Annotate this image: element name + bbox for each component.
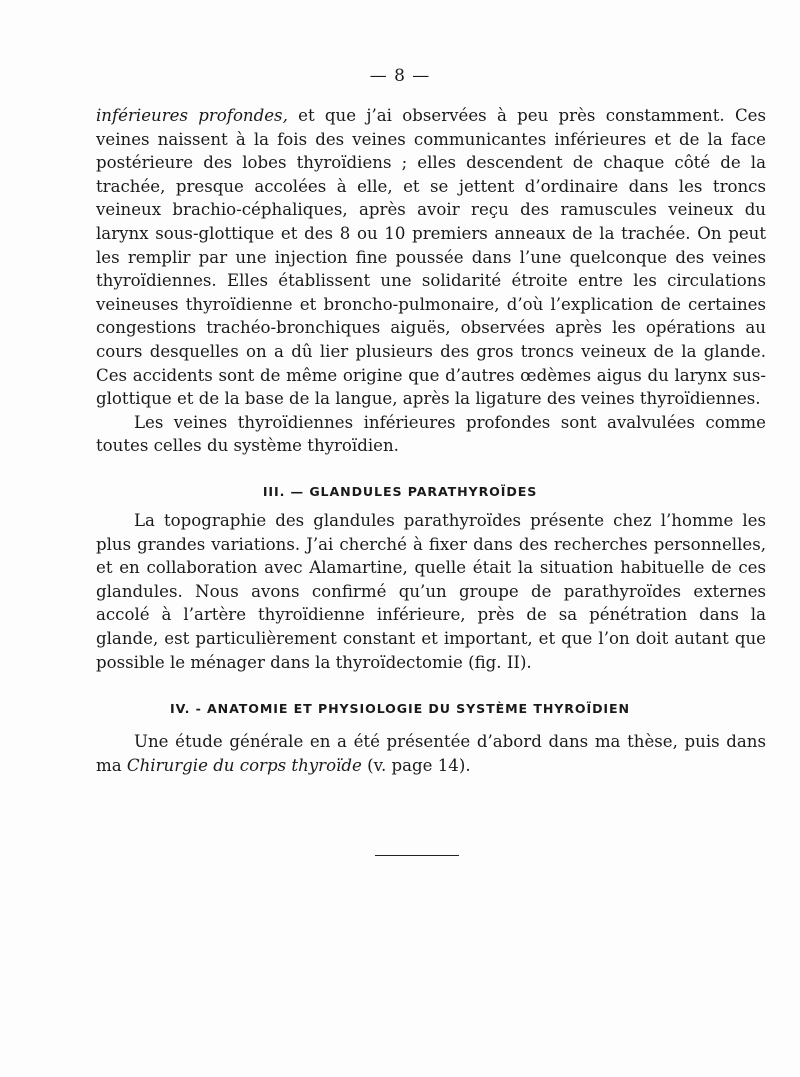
italic-lead-phrase: inférieures profondes,: [96, 106, 288, 125]
paragraph-veines-profondes: [96, 104, 766, 411]
section-heading-parathyroides: III. — GLANDULES PARATHYROÏDES: [262, 484, 538, 499]
paragraph-etude-generale: [96, 730, 766, 777]
section-ii-continuation: [96, 104, 766, 458]
paragraph-avalvulees: Les veines thyroïdiennes inférieures profondes sont avalvulées comme toutes celles du système thyroïdien.: [96, 412, 766, 456]
end-rule-divider: [375, 855, 459, 856]
section-iv-body: [96, 730, 766, 777]
section-iii-body: [96, 509, 766, 674]
section-heading-anatomie: IV. - ANATOMIE ET PHYSIOLOGIE DU SYSTÈME THYROÏDIEN: [170, 701, 630, 716]
paragraph-text: et que j’ai observées à peu près constamment. Ces veines naissent à la fois des veines communicantes inférieures et de la face postérieure des lobes thyroïdiens ; elles descendent de chaque côté de la trachée, presque accolées à elle, et se jettent d’ordinaire dans les troncs veineux brachio-céphaliques, après avoir reçu des ramuscules veineux du larynx sous-glottique et des 8 ou 10 premiers anneaux de la trachée. On peut les remplir par une injection fine poussée dans l’une quelconque des veines thyroïdiennes. Elles établissent une solidarité étroite entre les circulations veineuses thyroïdienne et broncho-pulmonaire, d’où l’explication de certaines congestions trachéo-bronchiques aiguës, observées après les opérations au cours desquelles on a dû lier plusieurs des gros troncs veineux de la glande. Ces accidents sont de même origine que d’autres œdèmes aigus du larynx sus-glottique et de la base de la langue, après la ligature des veines thyroïdiennes.: [96, 106, 767, 409]
paragraph-text-start: Une étude générale en a été présentée d’abord dans ma thèse, puis dans ma: [96, 732, 766, 775]
italic-book-title: Chirurgie du corps thyroïde: [126, 755, 362, 775]
page-number: — 8 —: [369, 66, 431, 86]
paragraph-text-end: (v. page 14).: [367, 755, 471, 775]
paragraph-parathyroides: La topographie des glandules parathyroïdes présente chez l’homme les plus grandes variations. J’ai cherché à fixer dans des recherches personnelles, et en collaboration avec Alamartine, quelle était la situation habituelle de ces glandules. Nous avons confirmé qu’un groupe de parathyroïdes externes accolé à l’artère thyroïdienne inférieure, près de sa pénétration dans la glande, est particulièrement constant et important, et que l’on doit autant que possible le ménager dans la thyroïdectomie (fig. II).: [96, 511, 766, 672]
